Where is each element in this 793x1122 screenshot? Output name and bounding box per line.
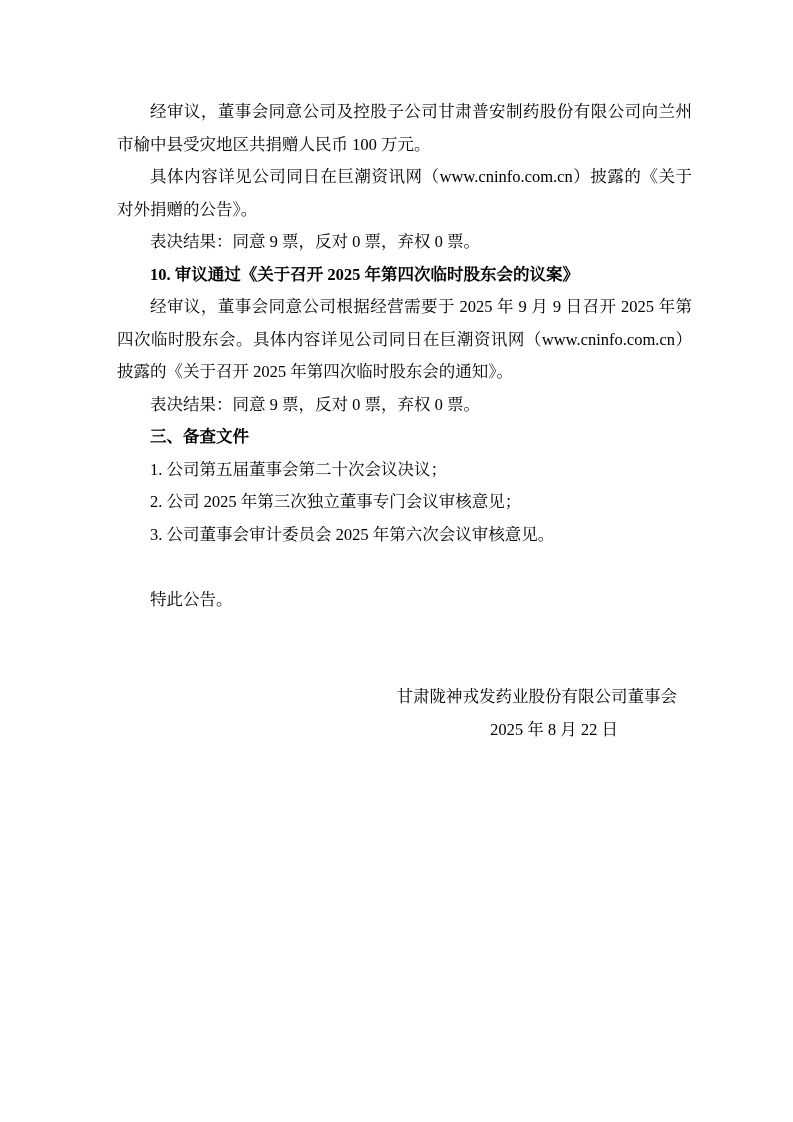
- signature-company-name: 甘肃陇神戎发药业股份有限公司董事会: [396, 687, 677, 706]
- item10-body-paragraph: 经审议，董事会同意公司根据经营需要于 2025 年 9 月 9 日召开 2025 年第四次临时股东会。具体内容详见公司同日在巨潮资讯网（www.cninfo.com.cn）披露的《关于召开 2025 年第四次临时股东会的通知》。: [117, 297, 692, 381]
- item9-disclosure-paragraph: 具体内容详见公司同日在巨潮资讯网（www.cninfo.com.cn）披露的《关于对外捐赠的公告》。: [117, 167, 692, 219]
- announcement-content: [117, 96, 692, 746]
- item10-vote-result: 表决结果：同意 9 票，反对 0 票，弃权 0 票。: [150, 394, 480, 414]
- reference-document-1: 1. 公司第五届董事会第二十次会议决议；: [150, 459, 447, 479]
- section3-heading: 三、备查文件: [150, 427, 249, 446]
- signature-date: 2025 年 8 月 22 日: [490, 719, 618, 739]
- reference-document-2: 2. 公司 2025 年第三次独立董事专门会议审核意见；: [150, 492, 522, 511]
- item9-resolution-paragraph: 经审议，董事会同意公司及控股子公司甘肃普安制药股份有限公司向兰州市榆中县受灾地区共捐赠人民币 100 万元。: [117, 102, 692, 154]
- closing-statement: 特此公告。: [150, 589, 233, 609]
- reference-document-3: 3. 公司董事会审计委员会 2025 年第六次会议审核意见。: [150, 524, 555, 544]
- item9-vote-result: 表决结果：同意 9 票，反对 0 票，弃权 0 票。: [150, 232, 480, 251]
- item10-heading: 10. 审议通过《关于召开 2025 年第四次临时股东会的议案》: [150, 264, 579, 284]
